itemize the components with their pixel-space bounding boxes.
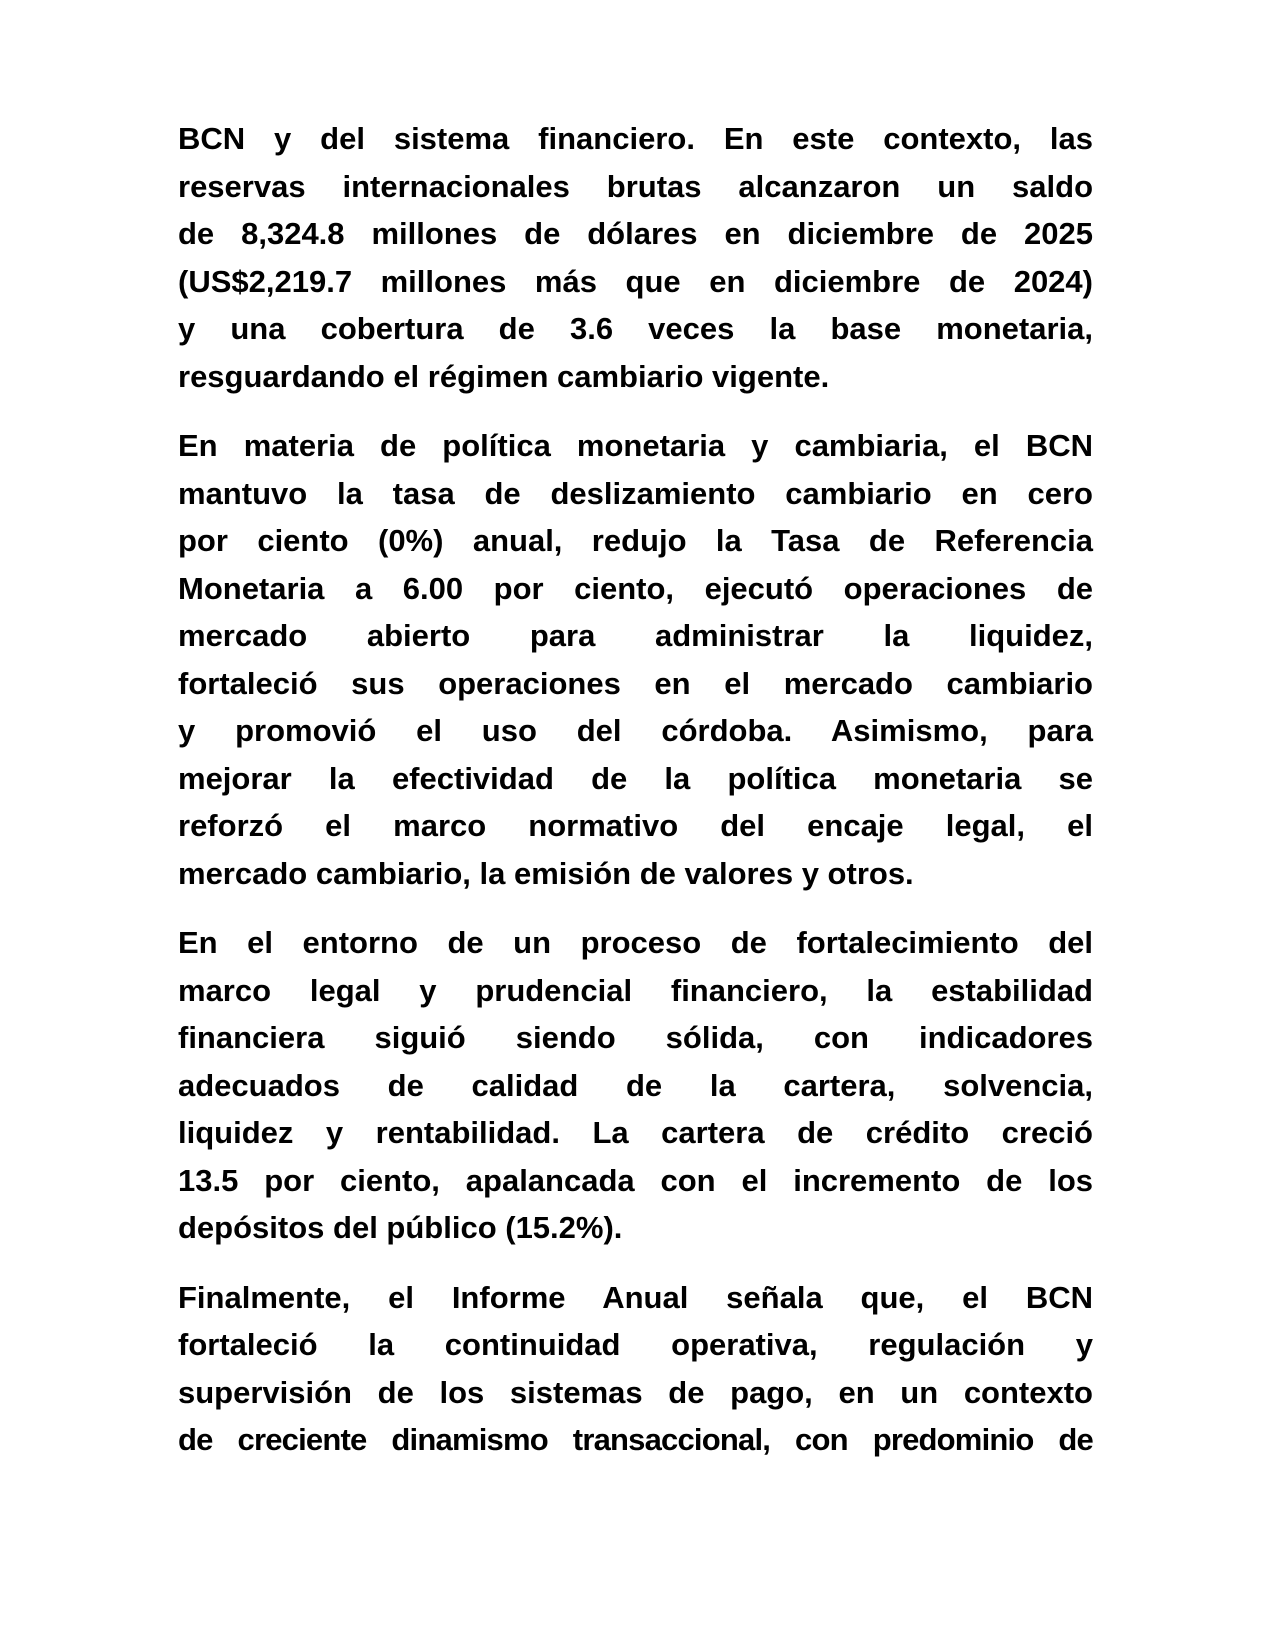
paragraph-estabilidad-financiera [178, 919, 1093, 1252]
text-line: mercado cambiario, la emisión de valores y otros. [178, 855, 914, 891]
text-line: En materia de política monetaria y cambiaria, el BCN [178, 428, 1093, 463]
text-line: reforzó el marco normativo del encaje legal, el [178, 808, 1093, 843]
text-line: liquidez y rentabilidad. La cartera de crédito creció [178, 1115, 1093, 1150]
text-line: mejorar la efectividad de la política monetaria se [178, 760, 1093, 796]
text-line: financiera siguió siendo sólida, con indicadores [178, 1020, 1093, 1055]
text-line: marco legal y prudencial financiero, la estabilidad [178, 972, 1093, 1008]
text-line: mercado abierto para administrar la liquidez, [178, 618, 1093, 653]
text-line: fortaleció la continuidad operativa, regulación y [178, 1327, 1093, 1362]
text-line: resguardando el régimen cambiario vigente. [178, 358, 830, 394]
text-line: Finalmente, el Informe Anual señala que, el BCN [178, 1279, 1093, 1315]
text-line: y una cobertura de 3.6 veces la base monetaria, [178, 311, 1093, 346]
document-body [178, 115, 1093, 1486]
text-line: fortaleció sus operaciones en el mercado cambiario [178, 665, 1093, 701]
text-line: de creciente dinamismo transaccional, con predominio de [178, 1422, 1093, 1457]
text-line: (US$2,219.7 millones más que en diciembre de 2024) [178, 263, 1093, 299]
text-line: por ciento (0%) anual, redujo la Tasa de Referencia [178, 523, 1093, 558]
text-line: mantuvo la tasa de deslizamiento cambiario en cero [178, 475, 1093, 511]
text-line: y promovió el uso del córdoba. Asimismo, para [178, 713, 1093, 748]
text-line: de 8,324.8 millones de dólares en diciembre de 2025 [178, 216, 1093, 251]
text-line: depósitos del público (15.2%). [178, 1210, 623, 1245]
paragraph-sistemas-de-pago [178, 1274, 1093, 1464]
text-line: 13.5 por ciento, apalancada con el incremento de los [178, 1162, 1093, 1198]
text-line: adecuados de calidad de la cartera, solvencia, [178, 1067, 1093, 1103]
paragraph-reservas-internacionales [178, 115, 1093, 400]
text-line: BCN y del sistema financiero. En este contexto, las [178, 121, 1093, 156]
text-line: supervisión de los sistemas de pago, en un contexto [178, 1374, 1093, 1410]
text-line: Monetaria a 6.00 por ciento, ejecutó operaciones de [178, 570, 1093, 606]
text-line: En el entorno de un proceso de fortalecimiento del [178, 925, 1093, 960]
paragraph-politica-monetaria [178, 422, 1093, 897]
text-line: reservas internacionales brutas alcanzaron un saldo [178, 168, 1093, 204]
